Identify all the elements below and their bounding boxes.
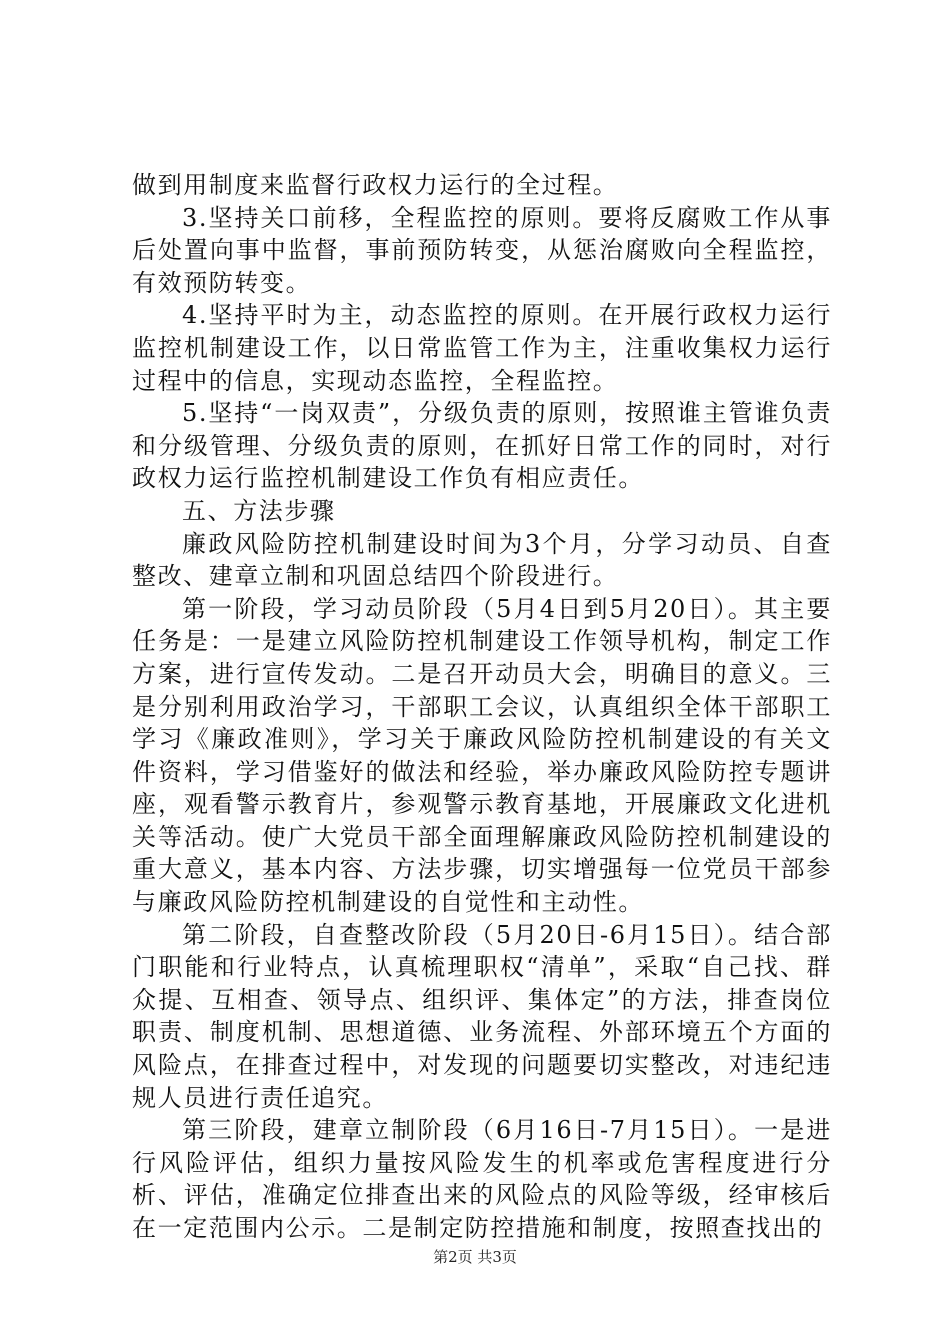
paragraph-principle-3: 3.坚持关口前移，全程监控的原则。要将反腐败工作从事后处置向事中监督，事前预防转变，从惩治腐败向全程监控，有效预防转变。 (132, 203, 832, 297)
paragraph-principle-4: 4.坚持平时为主，动态监控的原则。在开展行政权力运行监控机制建设工作，以日常监管工作为主，注重收集权力运行过程中的信息，实现动态监控，全程监控。 (132, 301, 832, 395)
paragraph-principle-5: 5.坚持“一岗双责”，分级负责的原则，按照谁主管谁负责和分级管理、分级负责的原则，在抓好日常工作的同时，对行政权力运行监控机制建设工作负有相应责任。 (132, 399, 832, 493)
paragraph-timeline-overview: 廉政风险防控机制建设时间为3个月，分学习动员、自查整改、建章立制和巩固总结四个阶段进行。 (132, 529, 832, 591)
section-heading-methods: 五、方法步骤 (182, 496, 336, 525)
paragraph-stage-3: 第三阶段，建章立制阶段（6月16日-7月15日）。一是进行风险评估，组织力量按风险发生的机率或危害程度进行分析、评估，准确定位排查出来的风险点的风险等级，经审核后在一定范围内公示。二是制定防控措施和制度，按照查找出的 (132, 1116, 832, 1242)
paragraph-stage-1: 第一阶段，学习动员阶段（5月4日到5月20日）。其主要任务是：一是建立风险防控机制建设工作领导机构，制定工作方案，进行宣传发动。二是召开动员大会，明确目的意义。三是分别利用政治学习，干部职工会议，认真组织全体干部职工学习《廉政准则》，学习关于廉政风险防控机制建设的有关文件资料，学习借鉴好的做法和经验，举办廉政风险防控专题讲座，观看警示教育片，参观警示教育基地，开展廉政文化进机关等活动。使广大党员干部全面理解廉政风险防控机制建设的重大意义，基本内容、方法步骤，切实增强每一位党员干部参与廉政风险防控机制建设的自觉性和主动性。 (132, 594, 832, 917)
paragraph-stage-2: 第二阶段，自查整改阶段（5月20日-6月15日）。结合部门职能和行业特点，认真梳理职权“清单”，采取“自己找、群众提、互相查、领导点、组织评、集体定”的方法，排查岗位职责、制度机制、思想道德、业务流程、外部环境五个方面的风险点，在排查过程中，对发现的问题要切实整改，对违纪违规人员进行责任追究。 (132, 920, 832, 1112)
paragraph-continuation: 做到用制度来监督行政权力运行的全过程。 (132, 171, 619, 199)
document-body (132, 169, 832, 1245)
page-number-footer: 第2页 共3页 (433, 1248, 517, 1266)
